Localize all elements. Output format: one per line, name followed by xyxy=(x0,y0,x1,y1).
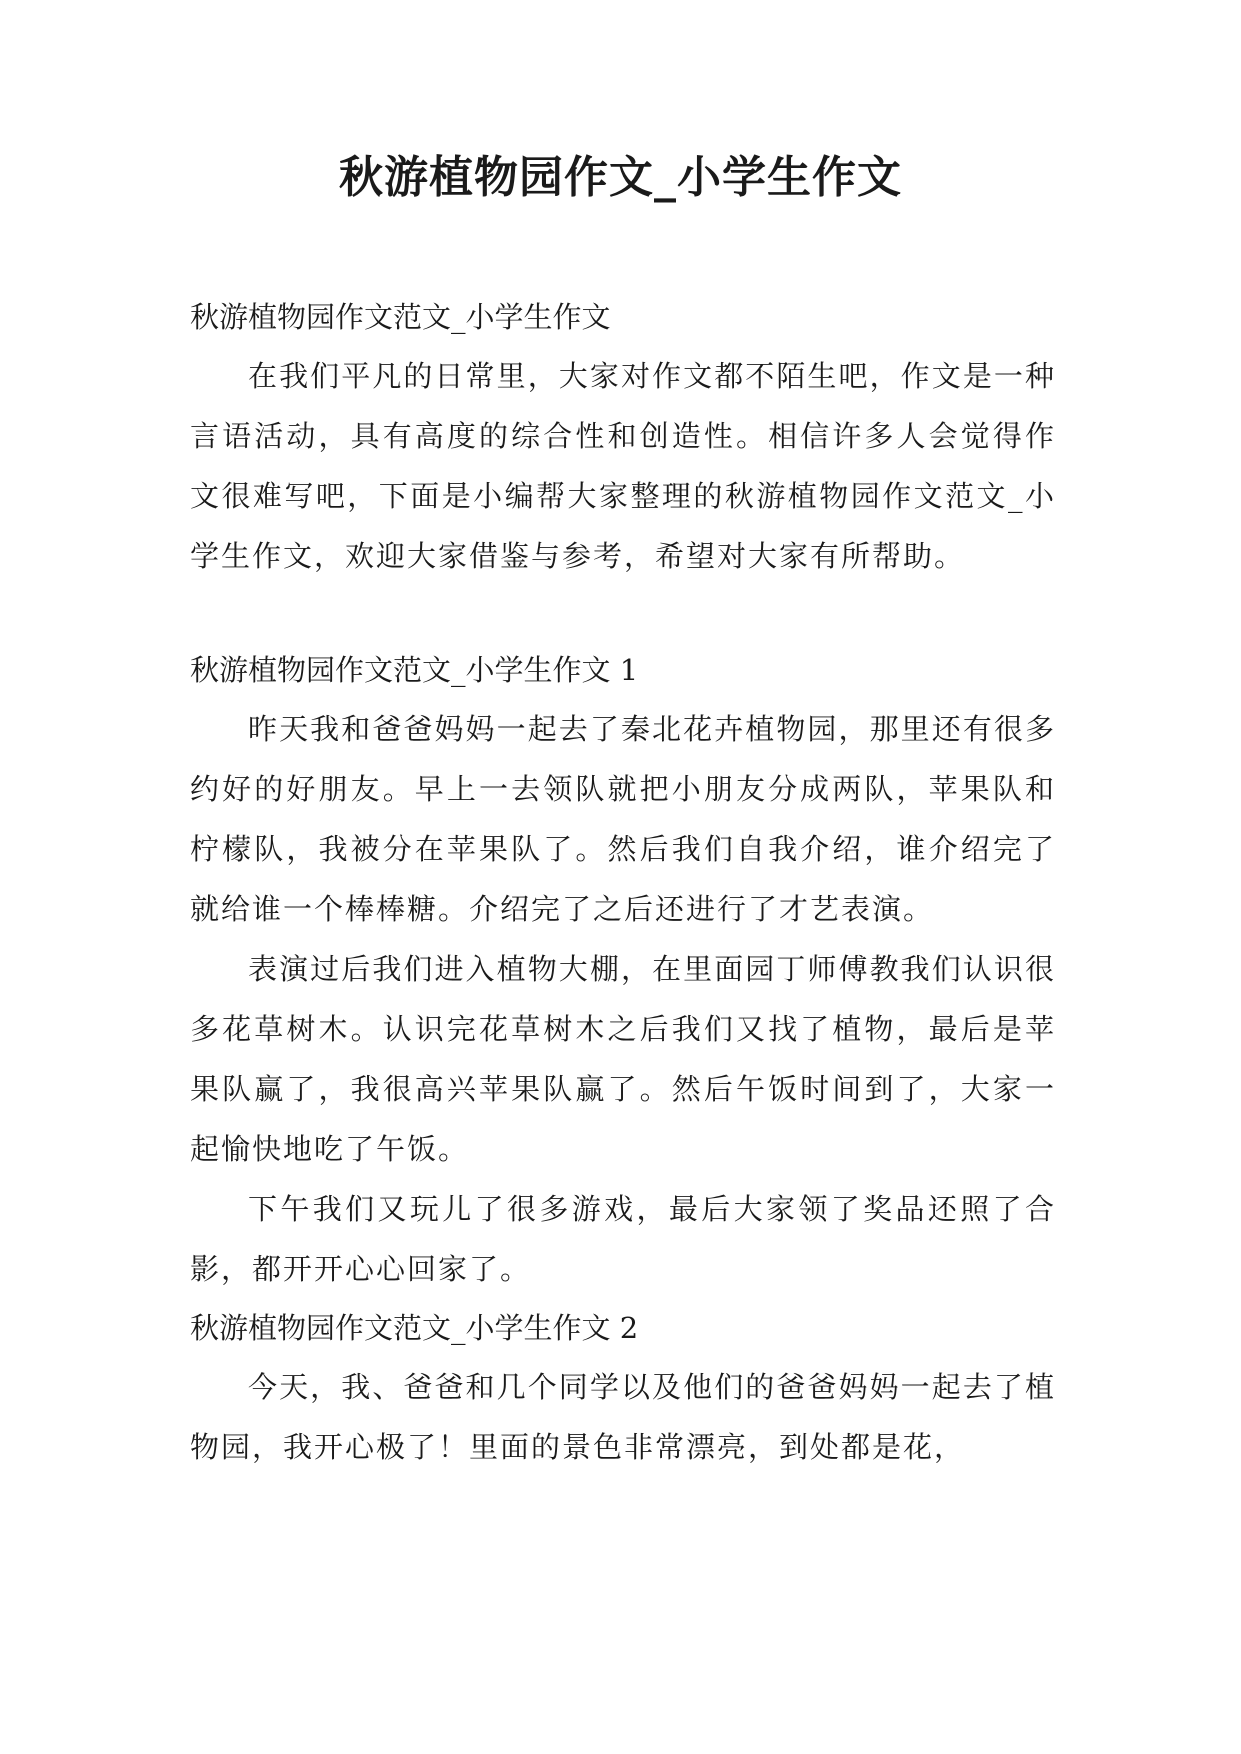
intro-heading: 秋游植物园作文范文_小学生作文 xyxy=(190,300,611,334)
section-1-paragraph-2: 表演过后我们进入植物大棚，在里面园丁师傅教我们认识很多花草树木。认识完花草树木之后我们又找了植物，最后是苹果队赢了，我很高兴苹果队赢了。然后午饭时间到了，大家一起愉快地吃了午饭。 xyxy=(190,952,1056,1166)
section-2-heading: 秋游植物园作文范文_小学生作文 2 xyxy=(190,1311,639,1345)
section-2-paragraph-1: 今天，我、爸爸和几个同学以及他们的爸爸妈妈一起去了植物园，我开心极了！里面的景色非常漂亮，到处都是花， xyxy=(190,1370,1056,1464)
section-1-paragraph-1: 昨天我和爸爸妈妈一起去了秦北花卉植物园，那里还有很多约好的好朋友。早上一去领队就把小朋友分成两队，苹果队和柠檬队，我被分在苹果队了。然后我们自我介绍，谁介绍完了就给谁一个棒棒糖。介绍完了之后还进行了才艺表演。 xyxy=(190,712,1056,926)
document-body xyxy=(190,288,1056,1477)
section-1-heading: 秋游植物园作文范文_小学生作文 1 xyxy=(190,653,639,687)
section-1-paragraph-3: 下午我们又玩儿了很多游戏，最后大家领了奖品还照了合影，都开开心心回家了。 xyxy=(190,1192,1056,1286)
intro-paragraph: 在我们平凡的日常里，大家对作文都不陌生吧，作文是一种言语活动，具有高度的综合性和创造性。相信许多人会觉得作文很难写吧，下面是小编帮大家整理的秋游植物园作文范文_小学生作文，欢迎大家借鉴与参考，希望对大家有所帮助。 xyxy=(190,359,1056,573)
document-title: 秋游植物园作文_小学生作文 xyxy=(339,152,902,203)
section-spacer xyxy=(190,586,1056,641)
